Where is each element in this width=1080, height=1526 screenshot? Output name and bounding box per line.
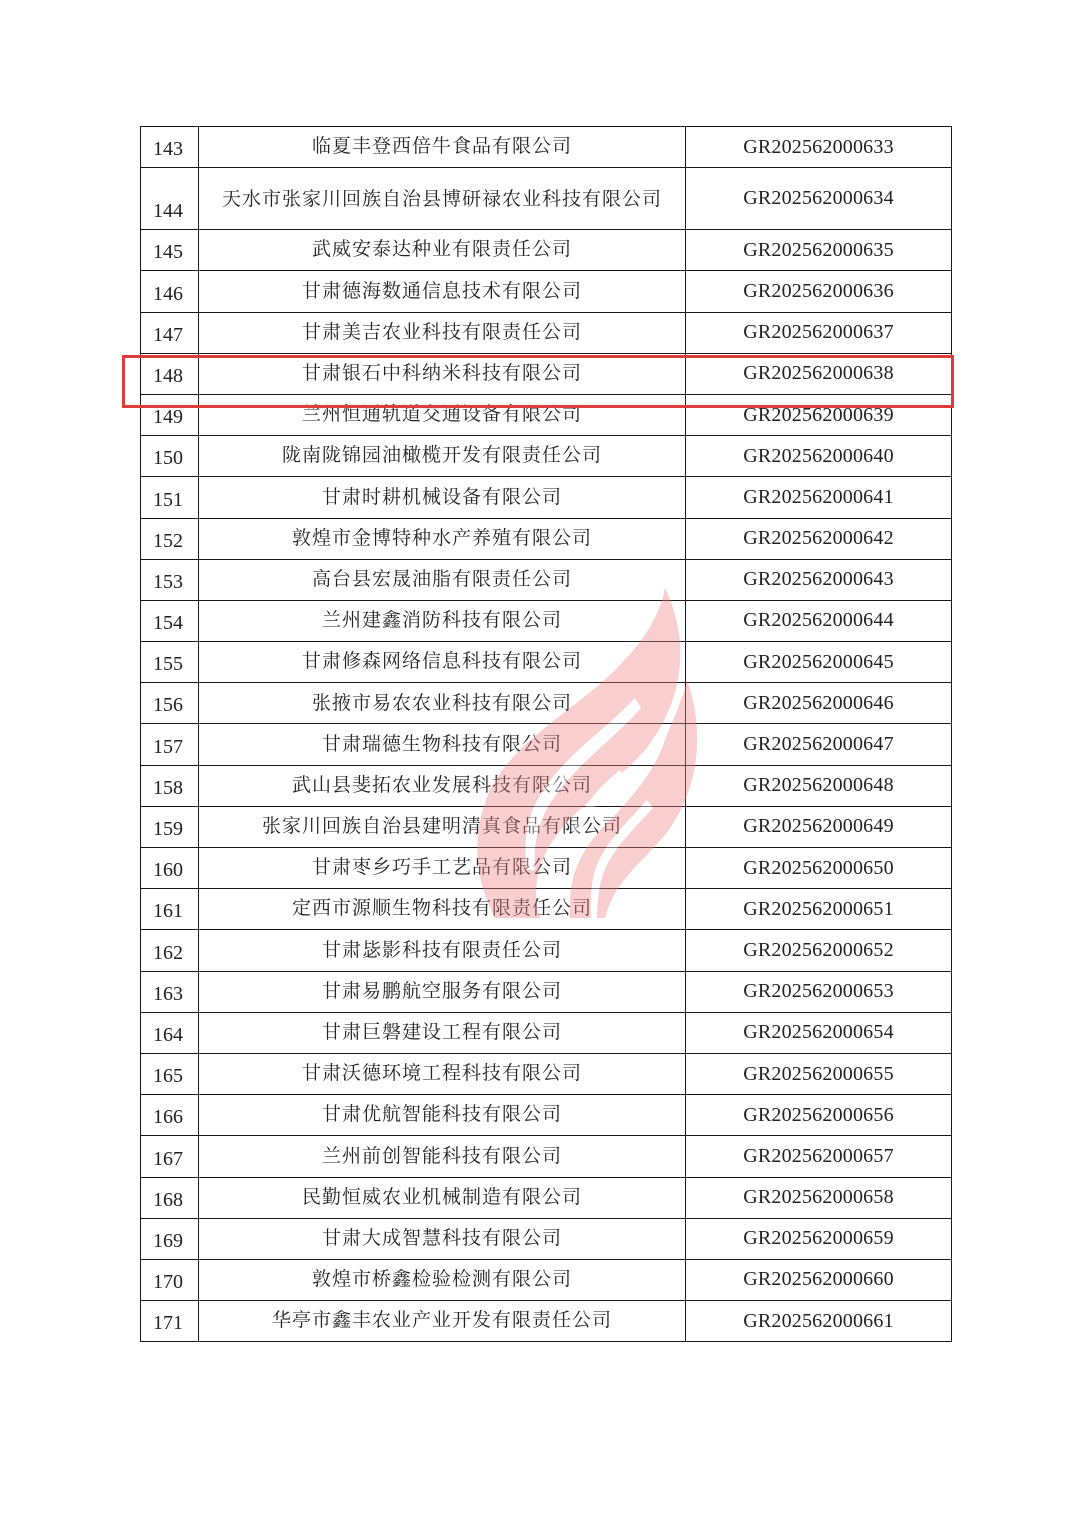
table-row — [141, 1012, 952, 1053]
certificate-code: GR202562000637 — [686, 312, 952, 353]
table-row — [141, 127, 952, 168]
table-row — [141, 230, 952, 271]
table-row — [141, 168, 952, 230]
row-number: 145 — [141, 230, 199, 271]
company-name: 甘肃易鹏航空服务有限公司 — [199, 971, 686, 1012]
table-row — [141, 600, 952, 641]
company-name: 甘肃修森网络信息科技有限公司 — [199, 642, 686, 683]
company-name: 兰州恒通轨道交通设备有限公司 — [199, 394, 686, 435]
certificate-code: GR202562000638 — [686, 353, 952, 394]
table-row — [141, 518, 952, 559]
company-name: 敦煌市金博特种水产养殖有限公司 — [199, 518, 686, 559]
table-row — [141, 765, 952, 806]
company-name: 高台县宏晟油脂有限责任公司 — [199, 559, 686, 600]
certificate-code: GR202562000653 — [686, 971, 952, 1012]
company-name: 敦煌市桥鑫检验检测有限公司 — [199, 1259, 686, 1300]
certificate-code: GR202562000640 — [686, 436, 952, 477]
table-row — [141, 394, 952, 435]
certificate-code: GR202562000647 — [686, 724, 952, 765]
certificate-code: GR202562000648 — [686, 765, 952, 806]
row-number: 170 — [141, 1259, 199, 1300]
table-row — [141, 1053, 952, 1094]
company-name: 甘肃德海数通信息技术有限公司 — [199, 271, 686, 312]
table-row — [141, 724, 952, 765]
certificate-code: GR202562000644 — [686, 600, 952, 641]
certificate-code: GR202562000661 — [686, 1301, 952, 1342]
table-row — [141, 806, 952, 847]
table-row — [141, 559, 952, 600]
row-number: 147 — [141, 312, 199, 353]
company-name: 甘肃枣乡巧手工艺品有限公司 — [199, 848, 686, 889]
table-row — [141, 1259, 952, 1300]
company-name: 兰州建鑫消防科技有限公司 — [199, 600, 686, 641]
company-name: 甘肃银石中科纳米科技有限公司 — [199, 353, 686, 394]
company-name: 天水市张家川回族自治县博研禄农业科技有限公司 — [199, 168, 686, 230]
row-number: 143 — [141, 127, 199, 168]
company-name: 甘肃沃德环境工程科技有限公司 — [199, 1053, 686, 1094]
table-row — [141, 1218, 952, 1259]
certificate-code: GR202562000659 — [686, 1218, 952, 1259]
company-name: 甘肃毖影科技有限责任公司 — [199, 930, 686, 971]
certificate-code: GR202562000658 — [686, 1177, 952, 1218]
certificate-code: GR202562000656 — [686, 1095, 952, 1136]
row-number: 161 — [141, 889, 199, 930]
certificate-code: GR202562000646 — [686, 683, 952, 724]
table-row — [141, 971, 952, 1012]
certificate-code: GR202562000634 — [686, 168, 952, 230]
certificate-code: GR202562000645 — [686, 642, 952, 683]
row-number: 156 — [141, 683, 199, 724]
company-name: 甘肃巨磐建设工程有限公司 — [199, 1012, 686, 1053]
table-row — [141, 271, 952, 312]
certificate-code: GR202562000651 — [686, 889, 952, 930]
company-name: 张家川回族自治县建明清真食品有限公司 — [199, 806, 686, 847]
table-row — [141, 1095, 952, 1136]
row-number: 165 — [141, 1053, 199, 1094]
row-number: 155 — [141, 642, 199, 683]
row-number: 150 — [141, 436, 199, 477]
table-row — [141, 1177, 952, 1218]
row-number: 158 — [141, 765, 199, 806]
company-name: 定西市源顺生物科技有限责任公司 — [199, 889, 686, 930]
certificate-code: GR202562000654 — [686, 1012, 952, 1053]
company-name: 张掖市易农农业科技有限公司 — [199, 683, 686, 724]
company-name: 华亭市鑫丰农业产业开发有限责任公司 — [199, 1301, 686, 1342]
row-number: 168 — [141, 1177, 199, 1218]
row-number: 152 — [141, 518, 199, 559]
certificate-code: GR202562000639 — [686, 394, 952, 435]
certificate-code: GR202562000642 — [686, 518, 952, 559]
certificate-code: GR202562000643 — [686, 559, 952, 600]
row-number: 151 — [141, 477, 199, 518]
row-number: 149 — [141, 394, 199, 435]
row-number: 160 — [141, 848, 199, 889]
table-row — [141, 312, 952, 353]
row-number: 169 — [141, 1218, 199, 1259]
company-certificate-table — [140, 126, 952, 1342]
table-row — [141, 889, 952, 930]
row-number: 148 — [141, 353, 199, 394]
table-row — [141, 1301, 952, 1342]
certificate-code: GR202562000635 — [686, 230, 952, 271]
table-row-highlighted — [141, 353, 952, 394]
table-row — [141, 930, 952, 971]
certificate-code: GR202562000660 — [686, 1259, 952, 1300]
certificate-code: GR202562000652 — [686, 930, 952, 971]
certificate-code: GR202562000636 — [686, 271, 952, 312]
company-name: 民勤恒威农业机械制造有限公司 — [199, 1177, 686, 1218]
certificate-code: GR202562000650 — [686, 848, 952, 889]
row-number: 153 — [141, 559, 199, 600]
row-number: 154 — [141, 600, 199, 641]
row-number: 144 — [141, 168, 199, 230]
certificate-code: GR202562000633 — [686, 127, 952, 168]
row-number: 162 — [141, 930, 199, 971]
certificate-code: GR202562000655 — [686, 1053, 952, 1094]
table-row — [141, 477, 952, 518]
certificate-code: GR202562000657 — [686, 1136, 952, 1177]
table-row — [141, 642, 952, 683]
company-name: 陇南陇锦园油橄榄开发有限责任公司 — [199, 436, 686, 477]
row-number: 159 — [141, 806, 199, 847]
certificate-code: GR202562000641 — [686, 477, 952, 518]
row-number: 164 — [141, 1012, 199, 1053]
company-name: 甘肃时耕机械设备有限公司 — [199, 477, 686, 518]
table-row — [141, 848, 952, 889]
company-name: 甘肃大成智慧科技有限公司 — [199, 1218, 686, 1259]
company-name: 甘肃优航智能科技有限公司 — [199, 1095, 686, 1136]
table-row — [141, 1136, 952, 1177]
row-number: 146 — [141, 271, 199, 312]
certificate-code: GR202562000649 — [686, 806, 952, 847]
company-name: 兰州前创智能科技有限公司 — [199, 1136, 686, 1177]
table-row — [141, 683, 952, 724]
company-name: 武山县斐拓农业发展科技有限公司 — [199, 765, 686, 806]
company-name: 武威安泰达种业有限责任公司 — [199, 230, 686, 271]
company-name: 甘肃美吉农业科技有限责任公司 — [199, 312, 686, 353]
table-row — [141, 436, 952, 477]
company-name: 临夏丰登西倍牛食品有限公司 — [199, 127, 686, 168]
company-name: 甘肃瑞德生物科技有限公司 — [199, 724, 686, 765]
row-number: 163 — [141, 971, 199, 1012]
row-number: 157 — [141, 724, 199, 765]
row-number: 167 — [141, 1136, 199, 1177]
row-number: 166 — [141, 1095, 199, 1136]
row-number: 171 — [141, 1301, 199, 1342]
